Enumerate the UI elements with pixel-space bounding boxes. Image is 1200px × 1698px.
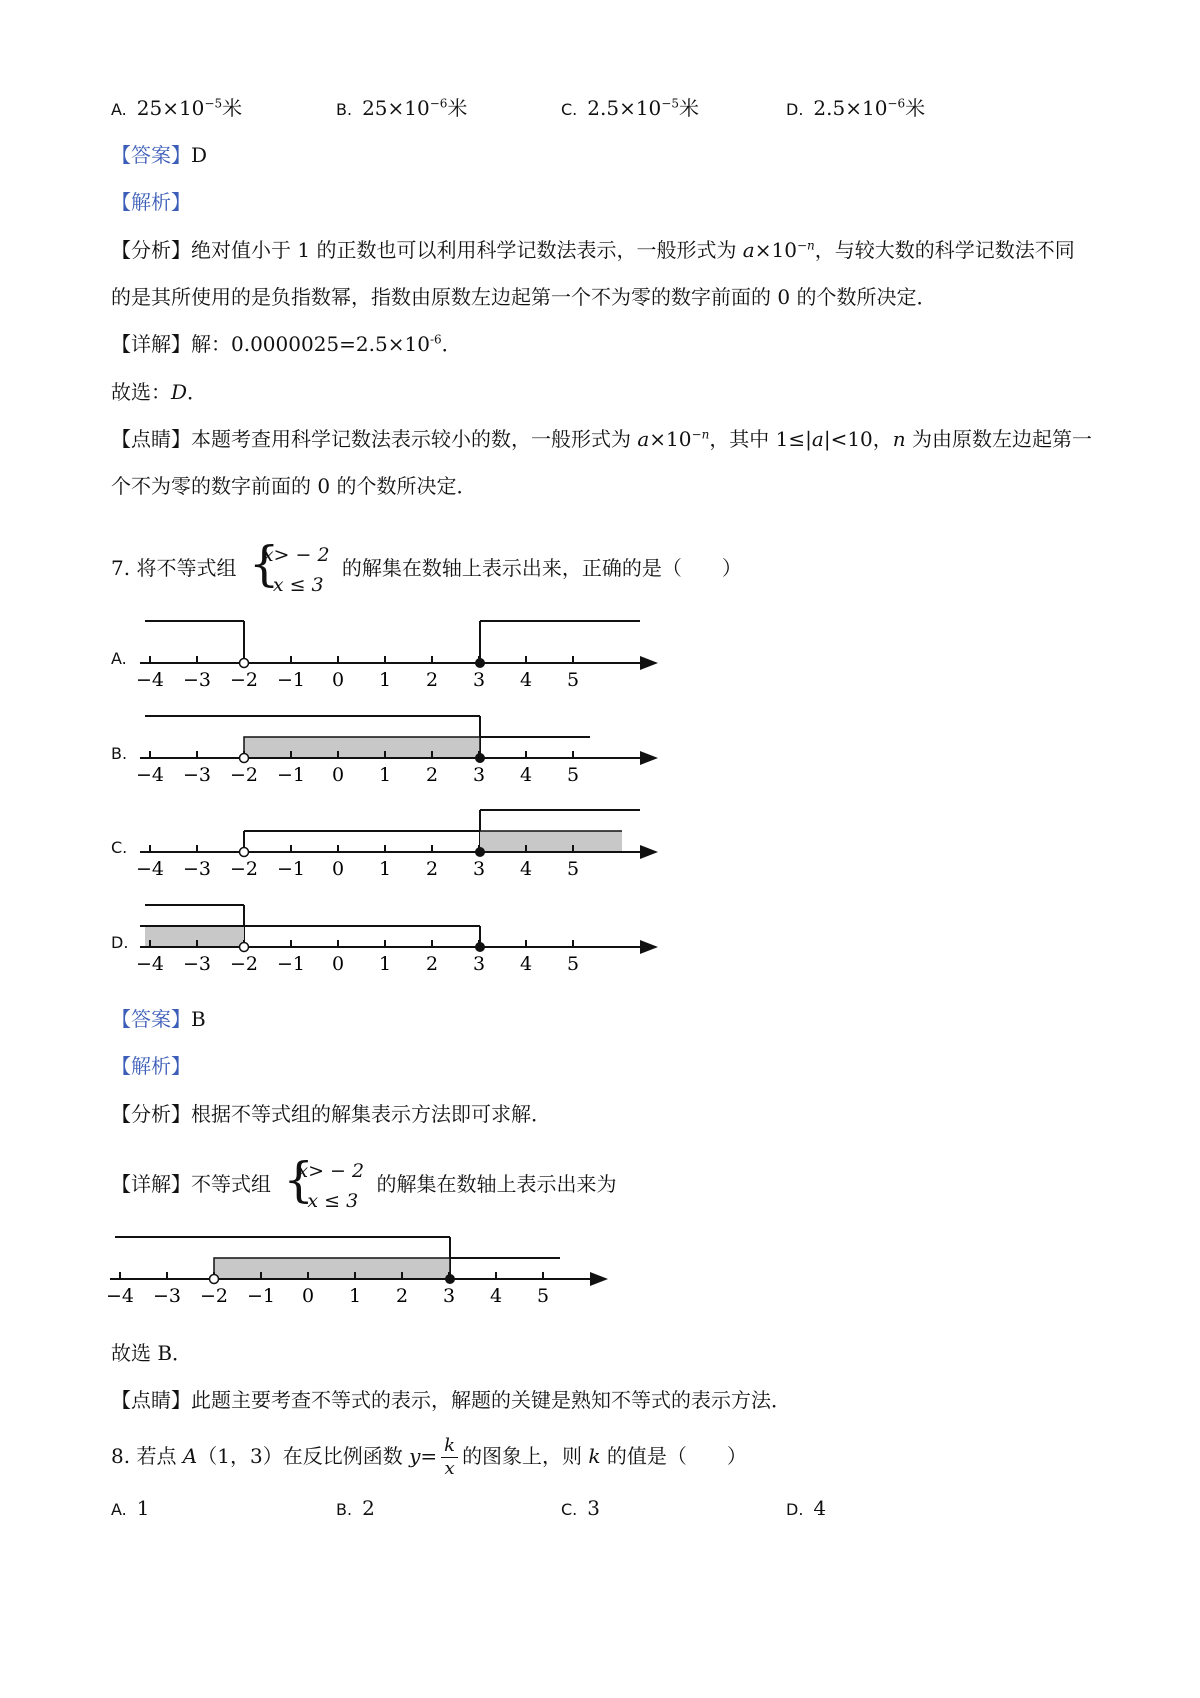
tick-label: 5: [566, 764, 580, 786]
q7-option-b-label: B.: [111, 744, 128, 763]
q7-guxuan: 故选 B．: [111, 1341, 193, 1365]
arrow-icon: [640, 845, 658, 859]
tick-label: −3: [182, 858, 212, 880]
open-dot: [210, 1275, 219, 1284]
tick-label: 1: [378, 669, 392, 691]
arrow-icon: [640, 940, 658, 954]
tick-label: 3: [472, 953, 486, 975]
brace-icon: {: [283, 1151, 314, 1208]
tick-label: −1: [276, 953, 306, 975]
tick-label: −4: [135, 858, 165, 880]
q6-answer: 【答案】D: [111, 143, 208, 167]
arrow-icon: [590, 1272, 608, 1286]
tick-label: −1: [246, 1285, 276, 1307]
tick-label: 2: [425, 953, 439, 975]
tick-label: −1: [276, 764, 306, 786]
q6-fenxi-line1: 【分析】绝对值小于 1 的正数也可以利用科学记数法表示，一般形式为 $a\times 10^{-n}$，与较大数的科学记数法不同: [111, 238, 1075, 262]
number-line-solution: [105, 1228, 630, 1318]
arrow-icon: [640, 751, 658, 765]
q6-xiangjie: 【详解】解：$0.0000025=2.5\times 10^{-6}$．: [111, 332, 462, 356]
tick-label: −1: [276, 858, 306, 880]
tick-label: 0: [331, 764, 345, 786]
number-line-c: [135, 801, 660, 891]
tick-label: −3: [182, 953, 212, 975]
q6-option-a: A. $25\times 10^{-5}$米: [111, 96, 243, 120]
tick-label: −4: [135, 764, 165, 786]
q8-option-d: D. 4: [786, 1496, 827, 1520]
tick-label: −1: [276, 669, 306, 691]
tick-label: 4: [489, 1285, 503, 1307]
number-line-d: [135, 896, 660, 986]
shaded-region: [244, 737, 480, 758]
tick-label: 3: [442, 1285, 456, 1307]
q6-option-c: C. $2.5\times 10^{-5}$米: [561, 96, 699, 120]
shaded-region: [214, 1258, 450, 1279]
tick-label: 4: [519, 953, 533, 975]
q7-option-a-label: A.: [111, 649, 127, 668]
tick-label: 1: [378, 858, 392, 880]
tick-label: −4: [135, 953, 165, 975]
q6-options: [111, 94, 1011, 124]
q7-inequality-system-2: { x> − 2 x ≤ 3: [283, 1151, 365, 1212]
tick-label: 3: [472, 669, 486, 691]
tick-label: 0: [331, 858, 345, 880]
tick-label: 0: [301, 1285, 315, 1307]
open-dot: [240, 754, 249, 763]
q7-jiexi: 【解析】: [111, 1054, 191, 1078]
q7-option-c-label: C.: [111, 838, 128, 857]
solid-dot: [475, 847, 485, 857]
q7-inequality-system: { x> − 2 x ≤ 3: [248, 535, 330, 596]
tick-label: −2: [229, 764, 259, 786]
tick-label: 0: [331, 669, 345, 691]
q8-option-b: B. 2: [336, 1496, 375, 1520]
solid-dot: [475, 753, 485, 763]
tick-label: 2: [425, 764, 439, 786]
q8-stem: 8. 若点 A（1，3）在反比例函数 y= $\frac{k}{x}$ 的图象上，则 k 的值是（ ）: [111, 1435, 747, 1479]
tick-label: 5: [566, 669, 580, 691]
q7-fenxi: 【分析】根据不等式组的解集表示方法即可求解．: [111, 1102, 551, 1126]
tick-label: 5: [566, 953, 580, 975]
q7-answer: 【答案】B: [111, 1007, 206, 1031]
q7-option-d-label: D.: [111, 933, 129, 952]
tick-label: 4: [519, 669, 533, 691]
q7-xiangjie: 【详解】不等式组 { x> − 2 x ≤ 3 的解集在数轴上表示出来为: [111, 1154, 616, 1216]
number-line-b: [135, 707, 660, 797]
tick-label: 4: [519, 764, 533, 786]
q8-option-c: C. 3: [561, 1496, 600, 1520]
open-dot: [240, 659, 249, 668]
solid-dot: [475, 942, 485, 952]
tick-label: −3: [182, 669, 212, 691]
tick-label: 2: [425, 669, 439, 691]
tick-label: 3: [472, 858, 486, 880]
tick-label: 1: [378, 953, 392, 975]
q6-dianjing-line2: 个不为零的数字前面的 0 的个数所决定．: [111, 474, 477, 498]
tick-label: 1: [348, 1285, 362, 1307]
tick-label: −3: [152, 1285, 182, 1307]
q6-guxuan: 故选：D．: [111, 380, 208, 404]
shaded-region: [145, 926, 244, 947]
q6-option-b: B. $25\times 10^{-6}$米: [336, 96, 468, 120]
q6-dianjing-line1: 【点睛】本题考查用科学记数法表示较小的数，一般形式为 $a\times 10^{-n}$，其中 1≤|a|<10，n 为由原数左边起第一: [111, 427, 1093, 451]
fraction-k-over-x: $\frac{k}{x}$: [441, 1435, 458, 1480]
solid-dot: [445, 1274, 455, 1284]
tick-label: −2: [229, 858, 259, 880]
tick-label: −3: [182, 764, 212, 786]
shaded-region: [480, 831, 622, 852]
tick-label: 2: [425, 858, 439, 880]
tick-label: −2: [229, 669, 259, 691]
tick-label: −4: [105, 1285, 135, 1307]
q7-stem: 7. 将不等式组 { x> − 2 x ≤ 3 的解集在数轴上表示出来，正确的是（ ）: [111, 538, 742, 600]
tick-label: −2: [229, 953, 259, 975]
tick-label: 5: [536, 1285, 550, 1307]
q8-options: [111, 1494, 1011, 1524]
tick-label: 5: [566, 858, 580, 880]
arrow-icon: [640, 656, 658, 670]
tick-label: −2: [199, 1285, 229, 1307]
tick-marks: [136, 656, 579, 691]
open-dot: [240, 848, 249, 857]
open-dot: [240, 943, 249, 952]
tick-label: 3: [472, 764, 486, 786]
q7-dianjing: 【点睛】此题主要考查不等式的表示，解题的关键是熟知不等式的表示方法．: [111, 1388, 791, 1412]
tick-label: 1: [378, 764, 392, 786]
tick-label: 0: [331, 953, 345, 975]
brace-icon: {: [248, 535, 280, 592]
q6-fenxi-line2: 的是其所使用的是负指数幂，指数由原数左边起第一个不为零的数字前面的 0 的个数所决定．: [111, 285, 937, 309]
solid-dot: [475, 658, 485, 668]
tick-label: −4: [135, 669, 165, 691]
tick-label: 2: [395, 1285, 409, 1307]
tick-label: 4: [519, 858, 533, 880]
q8-option-a: A. 1: [111, 1496, 150, 1520]
q6-jiexi: 【解析】: [111, 190, 191, 214]
number-line-a: [135, 612, 660, 702]
q6-option-d: D. $2.5\times 10^{-6}$米: [786, 96, 926, 120]
